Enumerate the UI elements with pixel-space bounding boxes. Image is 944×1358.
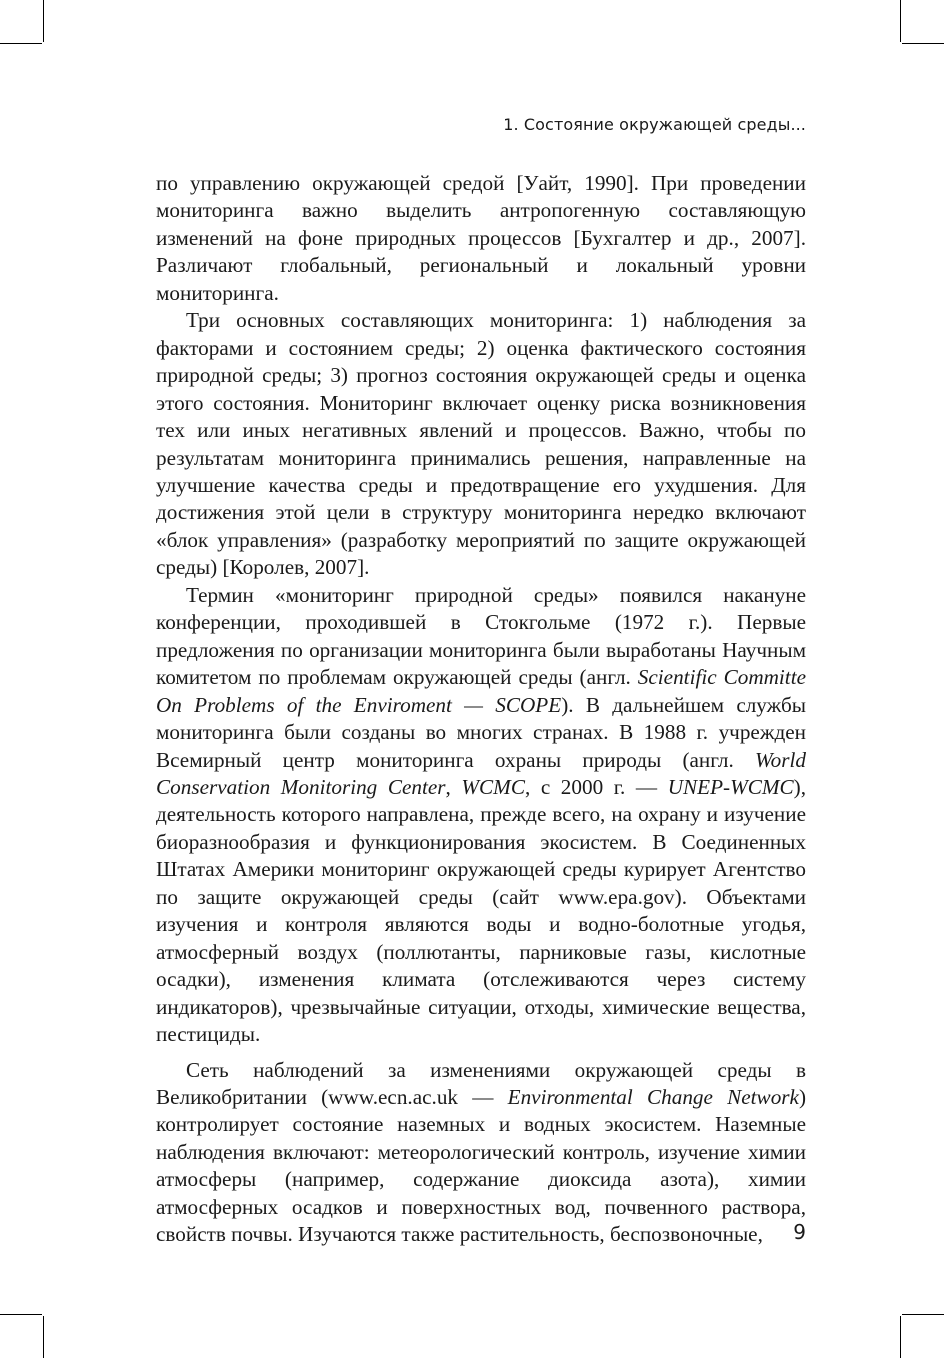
running-head: 1. Состояние окружающей среды... bbox=[503, 115, 806, 134]
paragraph-2 bbox=[156, 307, 806, 582]
crop-mark-bottom-right-vertical bbox=[900, 1316, 901, 1358]
text-run: ), деятельность которого направлена, прежде всего, на охрану и изучение биоразнообразия и функционирования экосистем. В Соединенных Штатах Америки мониторинг окружающей среды курирует Агентство по защите окружающей среды (сайт www.epa.gov). Объектами изучения и контроля являются воды и водно-болотные угодья, атмосферный воздух (поллютанты, парниковые газы, кислотные осадки), изменения климата (отслеживаются через систему индикаторов), чрезвычайные ситуации, отходы, химические вещества, пестициды. bbox=[156, 774, 806, 1047]
italic-text-run: UNEP-WCMC bbox=[667, 774, 794, 799]
text-run: , bbox=[445, 774, 462, 799]
text-run: ) контролирует состояние наземных и водных экосистем. Наземные наблюдения включают: метеорологический контроль, изучение химии атмосферы (например, содержание диоксида азота), химии атмосферных осадков и поверхностных вод, почвенного раствора, свойств почвы. Изучаются также растительность, беспозвоночные, bbox=[156, 1084, 806, 1247]
paragraph-4 bbox=[156, 1057, 806, 1249]
paragraph-1 bbox=[156, 170, 806, 307]
crop-mark-bottom-right-horizontal bbox=[902, 1314, 944, 1315]
italic-text-run: Environmental Change Network bbox=[507, 1084, 799, 1109]
crop-mark-bottom-left-vertical bbox=[43, 1316, 44, 1358]
crop-mark-top-right-horizontal bbox=[902, 43, 944, 44]
text-run: Сеть наблюдений за изменениями окружающей среды в Великобритании (www.ecn.ac.uk — bbox=[156, 1057, 806, 1109]
text-run: по управлению окружающей средой [Уайт, 1990]. При проведении мониторинга важно выделить антропогенную составляющую изменений на фоне природных процессов [Бухгалтер и др., 2007]. Различают глобальный, региональный и локальный уровни мониторинга. bbox=[156, 171, 806, 305]
italic-text-run: Scientific Committe On Problems of the Enviroment — SCOPE bbox=[156, 665, 806, 717]
crop-mark-top-right-vertical bbox=[900, 0, 901, 42]
italic-text-run: World Conservation Monitoring Center bbox=[156, 747, 806, 799]
text-run: ). В дальнейшем службы мониторинга были созданы во многих странах. В 1988 г. учрежден Всемирный центр мониторинга охраны природы (англ. bbox=[156, 692, 806, 772]
paragraph-3 bbox=[156, 582, 806, 1049]
page-number: 9 bbox=[793, 1220, 806, 1244]
italic-text-run: WCMC bbox=[461, 774, 525, 799]
crop-mark-top-left-horizontal bbox=[0, 43, 42, 44]
body-text bbox=[156, 170, 806, 1249]
text-run: Три основных составляющих мониторинга: 1) наблюдения за факторами и состоянием среды; 2) оценка фактического состояния природной среды; 3) прогноз состояния окружающей среды и оценка этого состояния. Мониторинг включает оценку риска возникновения тех или иных негативных явлений и процессов. Важно, чтобы по результатам мониторинга принимались решения, направленные на улучшение качества среды и предотвращение его ухудшения. Для достижения этой цели в структуру мониторинга нередко включают «блок управления» (разработку мероприятий по защите окружающей среды) [Королев, 2007]. bbox=[156, 308, 806, 580]
crop-mark-top-left-vertical bbox=[43, 0, 44, 42]
text-run: , с 2000 г. — bbox=[524, 774, 668, 799]
crop-mark-bottom-left-horizontal bbox=[0, 1314, 42, 1315]
text-run: Термин «мониторинг природной среды» появился накануне конференции, проходившей в Стокгольме (1972 г.). Первые предложения по организации мониторинга были выработаны Научным комитетом по проблемам окружающей среды (англ. bbox=[156, 582, 806, 690]
